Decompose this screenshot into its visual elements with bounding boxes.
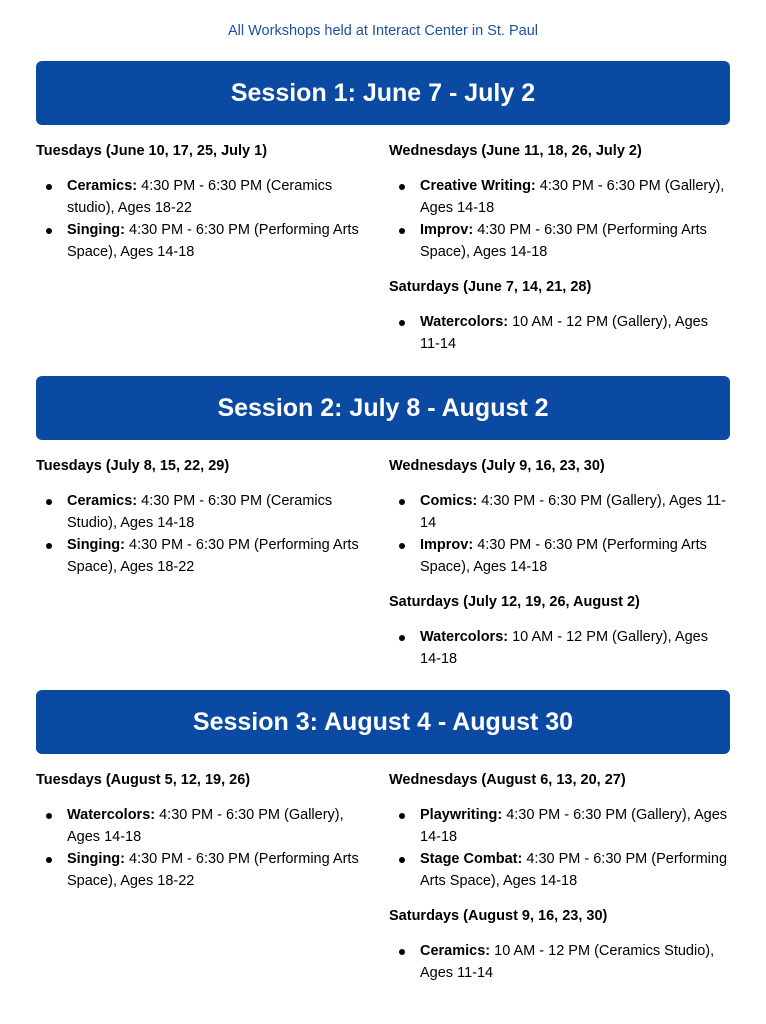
bullet-icon xyxy=(399,857,405,863)
session-title: Session 1: June 7 - July 2 xyxy=(230,78,536,107)
workshop-detail: 10 AM - 12 PM (Gallery), Ages 14-18 xyxy=(420,629,708,667)
workshop-name: Singing: xyxy=(67,851,125,867)
workshop-detail: 4:30 PM - 6:30 PM (Gallery), Ages 14-18 xyxy=(67,807,344,845)
workshop-list xyxy=(389,626,729,670)
workshop-item xyxy=(389,804,729,848)
workshop-name: Ceramics: xyxy=(67,178,138,194)
session-title: Session 2: July 8 - August 2 xyxy=(217,393,549,422)
day-heading: Tuesdays (August 5, 12, 19, 26) xyxy=(36,772,251,788)
bullet-icon xyxy=(399,499,405,505)
day-block-wednesdays xyxy=(389,457,729,578)
day-heading: Wednesdays (August 6, 13, 20, 27) xyxy=(389,772,626,788)
workshop-name: Playwriting: xyxy=(420,807,503,823)
day-heading: Tuesdays (June 10, 17, 25, July 1) xyxy=(36,143,268,159)
bullet-icon xyxy=(46,184,52,190)
workshop-item xyxy=(389,311,729,355)
bullet-icon xyxy=(46,499,52,505)
page-subtitle: All Workshops held at Interact Center in St. Paul xyxy=(227,23,539,39)
workshop-item xyxy=(36,534,376,578)
workshop-item xyxy=(389,534,729,578)
workshop-item xyxy=(36,219,376,263)
workshop-list xyxy=(389,311,729,355)
workshop-name: Improv: xyxy=(420,222,474,238)
workshop-list xyxy=(36,804,376,892)
workshop-list xyxy=(389,804,729,892)
workshop-name: Watercolors: xyxy=(420,314,509,330)
day-heading: Wednesdays (July 9, 16, 23, 30) xyxy=(389,458,605,474)
session-title: Session 3: August 4 - August 30 xyxy=(192,707,574,736)
session-3-left-column xyxy=(36,771,376,892)
day-heading: Saturdays (July 12, 19, 26, August 2) xyxy=(389,594,640,610)
bullet-icon xyxy=(399,635,405,641)
day-block-wednesdays xyxy=(389,142,729,263)
workshop-name: Stage Combat: xyxy=(420,851,523,867)
workshop-name: Creative Writing: xyxy=(420,178,536,194)
day-heading: Wednesdays (June 11, 18, 26, July 2) xyxy=(389,143,642,159)
bullet-icon xyxy=(399,320,405,326)
workshop-list xyxy=(389,175,729,263)
session-1-right-column xyxy=(389,142,729,355)
session-3-banner xyxy=(36,690,730,754)
workshop-detail: 4:30 PM - 6:30 PM (Performing Arts Space), Ages 14-18 xyxy=(420,851,728,889)
bullet-icon xyxy=(46,813,52,819)
workshop-list xyxy=(389,490,729,578)
day-heading: Saturdays (June 7, 14, 21, 28) xyxy=(389,279,592,295)
workshop-item xyxy=(389,490,729,534)
day-block-tuesdays xyxy=(36,457,376,578)
workshop-detail: 4:30 PM - 6:30 PM (Performing Arts Space), Ages 14-18 xyxy=(420,222,707,260)
workshop-item xyxy=(389,175,729,219)
bullet-icon xyxy=(399,543,405,549)
day-block-saturdays xyxy=(389,907,729,984)
workshop-item xyxy=(389,848,729,892)
workshop-item xyxy=(36,804,376,848)
workshop-item xyxy=(36,848,376,892)
workshop-detail: 10 AM - 12 PM (Ceramics Studio), Ages 11-14 xyxy=(420,943,715,981)
day-block-tuesdays xyxy=(36,771,376,892)
workshop-name: Singing: xyxy=(67,537,125,553)
workshop-name: Ceramics: xyxy=(67,493,138,509)
workshop-detail: 4:30 PM - 6:30 PM (Performing Arts Space), Ages 14-18 xyxy=(420,537,707,575)
session-1-banner xyxy=(36,61,730,125)
day-block-tuesdays xyxy=(36,142,376,263)
session-2-banner xyxy=(36,376,730,440)
workshop-detail: 4:30 PM - 6:30 PM (Performing Arts Space), Ages 18-22 xyxy=(67,537,359,575)
workshop-list xyxy=(36,490,376,578)
bullet-icon xyxy=(46,857,52,863)
session-1-left-column xyxy=(36,142,376,263)
workshop-name: Singing: xyxy=(67,222,125,238)
workshop-name: Watercolors: xyxy=(420,629,509,645)
workshop-name: Watercolors: xyxy=(67,807,156,823)
bullet-icon xyxy=(399,184,405,190)
workshop-name: Ceramics: xyxy=(420,943,491,959)
workshop-detail: 4:30 PM - 6:30 PM (Performing Arts Space), Ages 14-18 xyxy=(67,222,359,260)
day-block-wednesdays xyxy=(389,771,729,892)
workshop-detail: 4:30 PM - 6:30 PM (Gallery), Ages 14-18 xyxy=(420,178,725,216)
workshop-list xyxy=(389,940,729,984)
bullet-icon xyxy=(399,949,405,955)
workshop-item xyxy=(389,219,729,263)
workshop-item xyxy=(36,490,376,534)
workshop-name: Improv: xyxy=(420,537,474,553)
workshop-detail: 4:30 PM - 6:30 PM (Ceramics Studio), Ages 14-18 xyxy=(67,493,333,531)
workshop-detail: 4:30 PM - 6:30 PM (Gallery), Ages 11-14 xyxy=(420,493,726,531)
workshop-detail: 4:30 PM - 6:30 PM (Ceramics studio), Ages 18-22 xyxy=(67,178,333,216)
workshop-item xyxy=(389,626,729,670)
bullet-icon xyxy=(399,228,405,234)
bullet-icon xyxy=(46,228,52,234)
workshop-detail: 10 AM - 12 PM (Gallery), Ages 11-14 xyxy=(420,314,708,352)
session-3-right-column xyxy=(389,771,729,984)
day-heading: Tuesdays (July 8, 15, 22, 29) xyxy=(36,458,230,474)
workshop-detail: 4:30 PM - 6:30 PM (Gallery), Ages 14-18 xyxy=(420,807,728,845)
workshop-item xyxy=(36,175,376,219)
bullet-icon xyxy=(399,813,405,819)
day-block-saturdays xyxy=(389,278,729,355)
bullet-icon xyxy=(46,543,52,549)
day-block-saturdays xyxy=(389,593,729,670)
workshop-name: Comics: xyxy=(420,493,478,509)
workshop-list xyxy=(36,175,376,263)
session-2-left-column xyxy=(36,457,376,578)
workshop-item xyxy=(389,940,729,984)
session-2-right-column xyxy=(389,457,729,670)
workshop-detail: 4:30 PM - 6:30 PM (Performing Arts Space), Ages 18-22 xyxy=(67,851,359,889)
day-heading: Saturdays (August 9, 16, 23, 30) xyxy=(389,908,608,924)
